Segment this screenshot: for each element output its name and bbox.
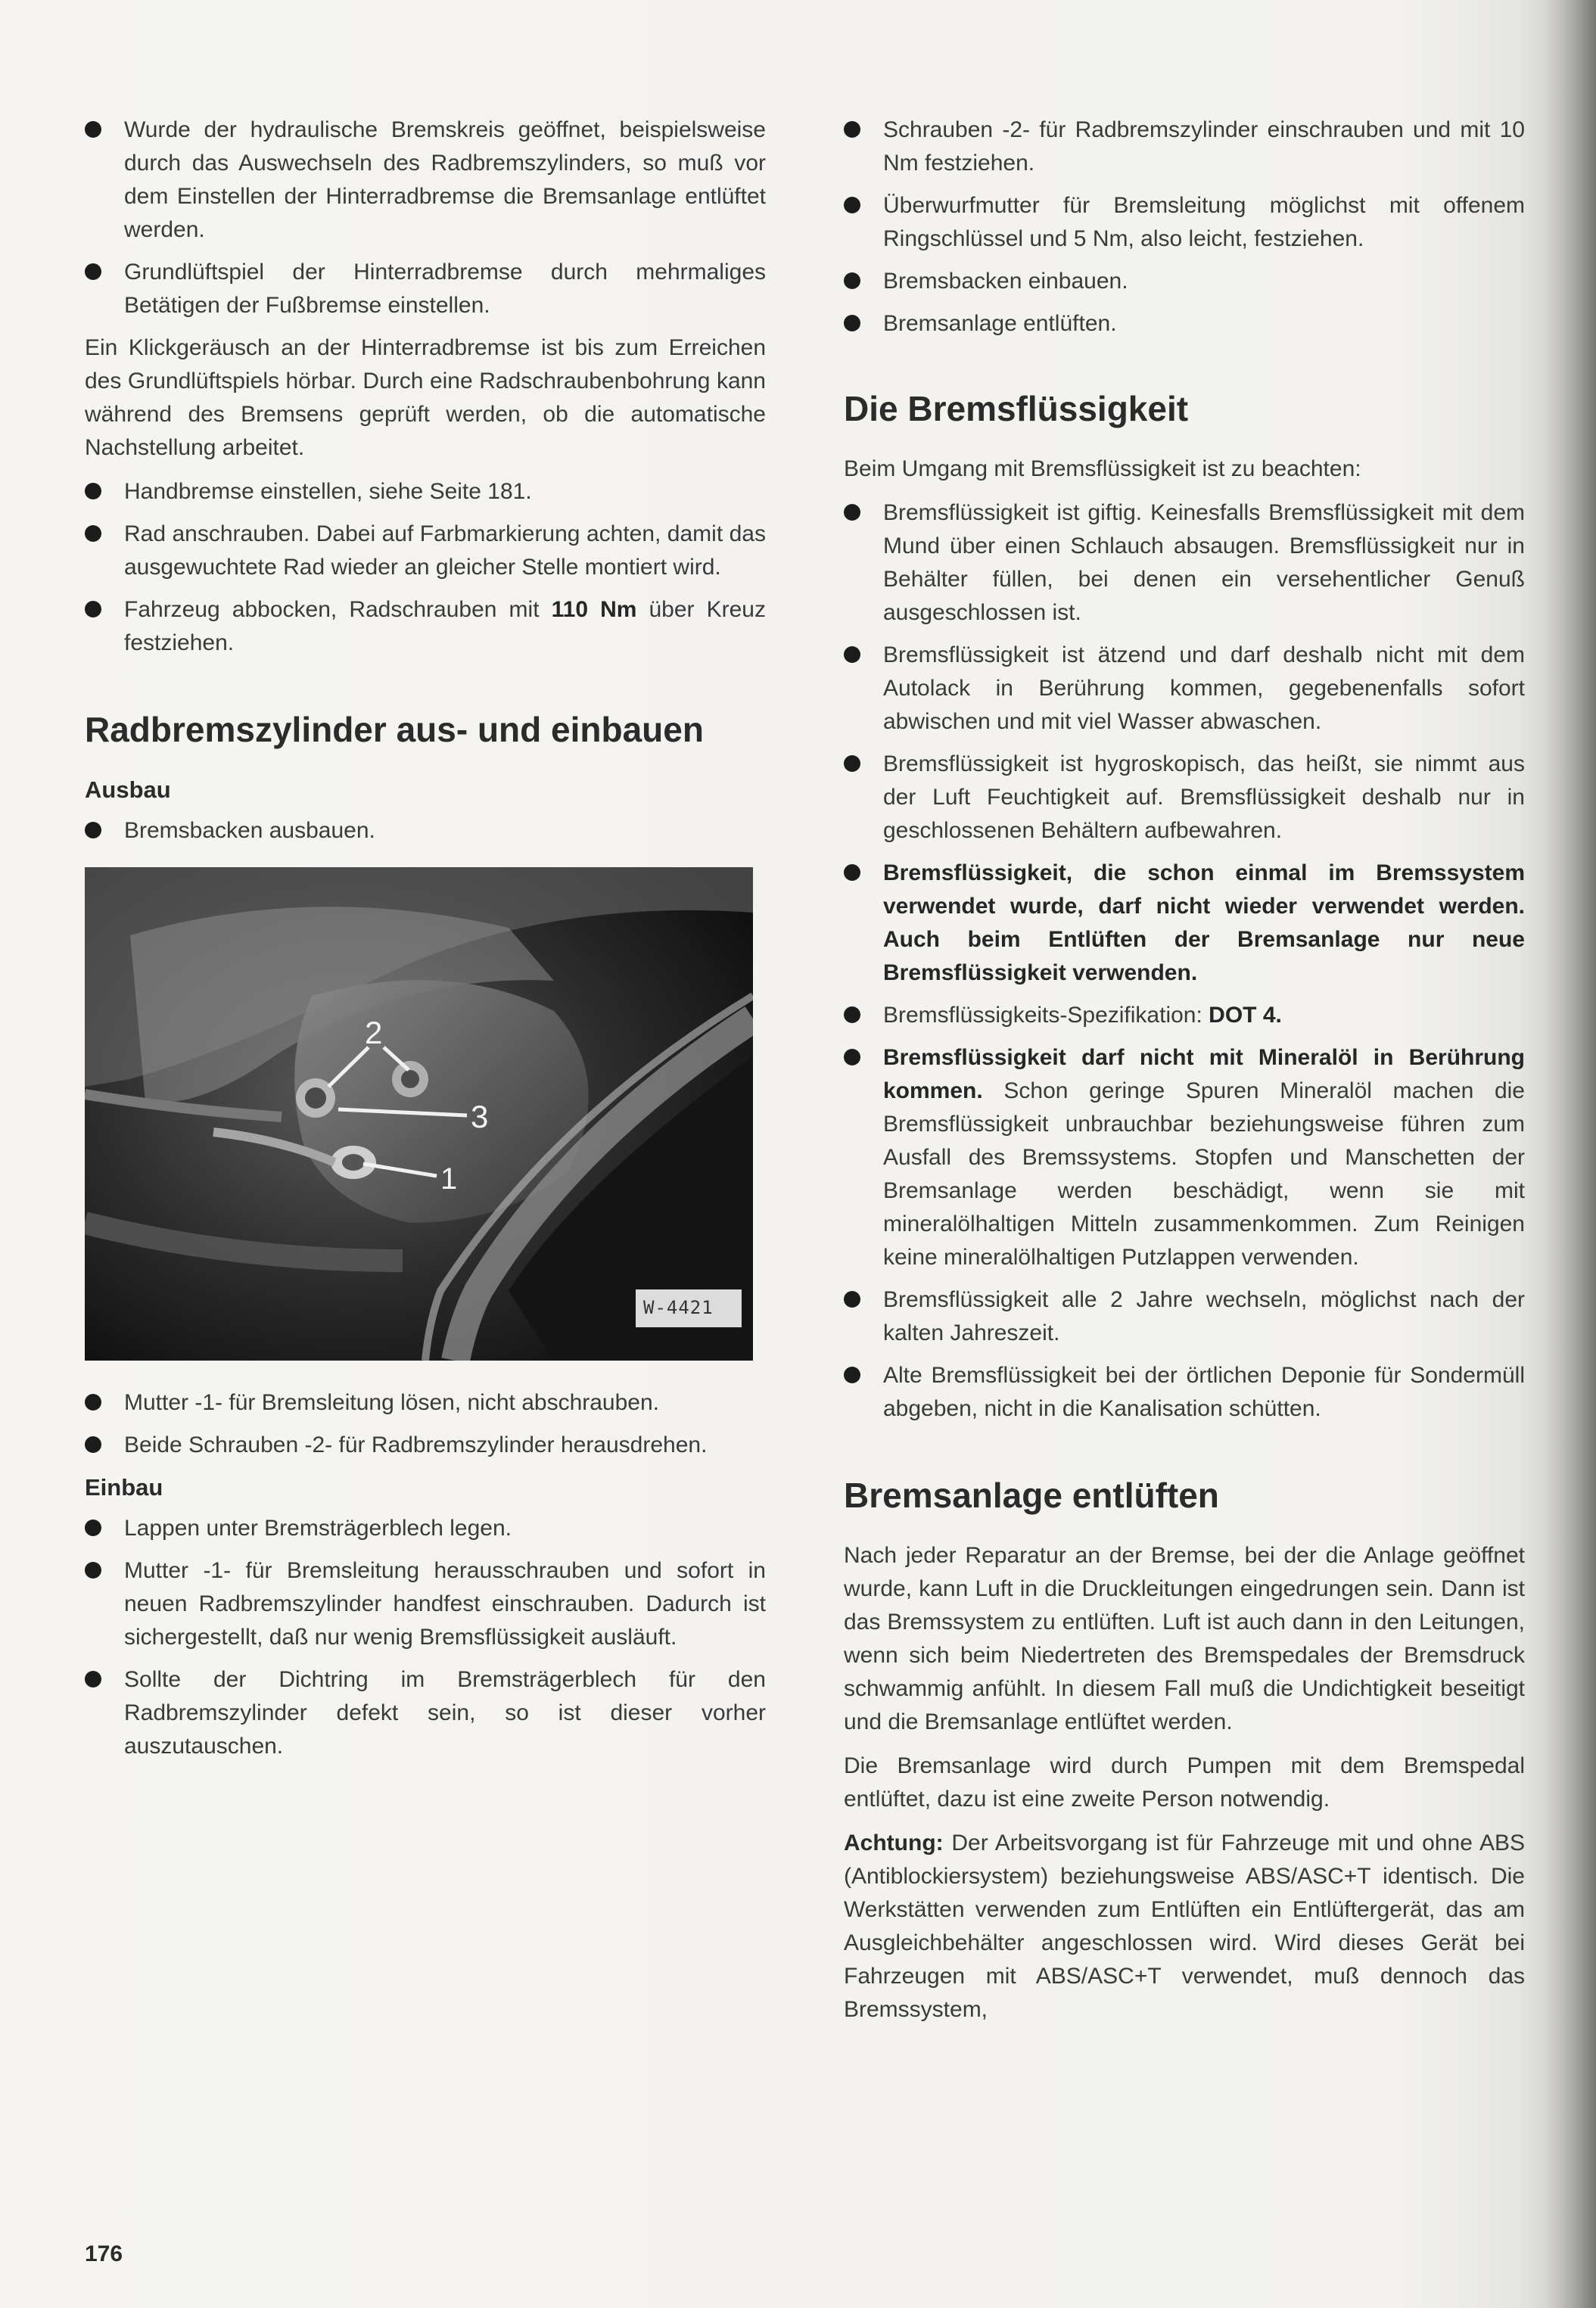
bullet-item — [85, 475, 766, 509]
bullet-dot-icon — [844, 197, 860, 213]
body-text: Fahrzeug abbocken, Radschrauben mit — [124, 597, 552, 622]
body-text: Bremsflüssigkeit ist hygroskopisch, das heißt, sie nimmt aus der Luft Feuchtigkeit auf. Bremsflüssigkeit deshalb nur in geschlossenen Behältern aufbewahren. — [883, 751, 1525, 843]
bullet-item — [844, 189, 1525, 256]
body-text: Bremsflüssigkeit ist giftig. Keinesfalls Bremsflüssigkeit mit dem Mund über einen Schlauch absaugen. Bremsflüssigkeit nur in Behälter füllen, bei denen ein versehentlicher Genuß ausgeschlossen ist. — [883, 500, 1525, 625]
body-text: Mutter -1- für Bremsleitung lösen, nicht abschrauben. — [124, 1390, 660, 1415]
bold-text: DOT 4. — [1209, 1003, 1282, 1028]
body-text: Bremsbacken einbauen. — [883, 269, 1128, 294]
paragraph — [844, 1539, 1525, 1739]
body-text: Bremsbacken ausbauen. — [124, 818, 375, 843]
body-text: Nach jeder Reparatur an der Bremse, bei der die Anlage geöffnet wurde, kann Luft in die Druckleitungen eingedrungen sein. Dann ist das Bremssystem zu entlüften. Luft ist auch dann in den Leitungen, wenn sich beim Niedertreten des Bremspedales der Bremsdruck schwammig anfühlt. In diesem Fall muß die Undichtigkeit beseitigt und die Bremsanlage entlüftet werden. — [844, 1543, 1525, 1734]
bullet-dot-icon — [85, 525, 101, 542]
paragraph — [85, 331, 766, 465]
bullet-dot-icon — [844, 1006, 860, 1023]
body-text: Beide Schrauben -2- für Radbremszylinder herausdrehen. — [124, 1432, 708, 1457]
bullet-item — [85, 1554, 766, 1654]
body-text: Bremsflüssigkeit alle 2 Jahre wechseln, möglichst nach der kalten Jahreszeit. — [883, 1287, 1525, 1345]
bullet-dot-icon — [85, 1394, 101, 1411]
spacer — [85, 669, 766, 708]
bullet-dot-icon — [85, 1519, 101, 1536]
bullet-item — [85, 1663, 766, 1763]
bullet-item — [844, 1041, 1525, 1274]
bold-text: Bremsflüssigkeit darf nicht mit Mineralöl in Berührung kommen. — [883, 1045, 1525, 1103]
spacer — [844, 350, 1525, 387]
body-text: Mutter -1- für Bremsleitung herausschrauben und sofort in neuen Radbremszylinder handfest einschrauben. Dadurch ist sichergestellt, daß nur wenig Bremsflüssigkeit ausläuft. — [124, 1558, 766, 1650]
bullet-item — [844, 496, 1525, 630]
bullet-item — [85, 1512, 766, 1545]
binding-shadow — [1543, 0, 1596, 2308]
bullet-dot-icon — [85, 601, 101, 617]
bullet-item — [844, 1283, 1525, 1350]
body-text: Ein Klickgeräusch an der Hinterradbremse ist bis zum Erreichen des Grundlüftspiels hörbar. Durch eine Radschraubenbohrung kann während des Bremsens geprüft werden, ob die automatische Nachstellung arbeitet. — [85, 335, 766, 460]
bullet-dot-icon — [85, 483, 101, 499]
bullet-dot-icon — [844, 755, 860, 772]
body-text: Rad anschrauben. Dabei auf Farbmarkierung achten, damit das ausgewuchtete Rad wieder an gleicher Stelle montiert wird. — [124, 521, 766, 580]
body-text: Lappen unter Bremsträgerblech legen. — [124, 1516, 512, 1541]
bullet-item — [844, 857, 1525, 990]
bullet-dot-icon — [85, 822, 101, 838]
sub-heading: Ausbau — [85, 776, 171, 803]
sub-heading: Einbau — [85, 1474, 163, 1501]
callout-label-2: 2 — [365, 1015, 383, 1050]
bullet-item — [844, 999, 1525, 1032]
callout-label-3: 3 — [471, 1099, 489, 1134]
bullet-item — [85, 814, 766, 848]
body-text: Handbremse einstellen, siehe Seite 181. — [124, 479, 532, 504]
body-text: über Kreuz festziehen. — [124, 597, 766, 655]
body-text: Bremsflüssigkeits-Spezifikation: — [883, 1003, 1209, 1028]
bullet-item — [85, 518, 766, 584]
body-text: Wurde der hydraulische Bremskreis geöffnet, beispielsweise durch das Auswechseln des Radbremszylinders, so muß vor dem Einstellen der Hinterradbremse die Bremsanlage entlüftet werden. — [124, 117, 766, 242]
body-text: Beim Umgang mit Bremsflüssigkeit ist zu beachten: — [844, 456, 1361, 481]
bullet-dot-icon — [844, 315, 860, 331]
bullet-dot-icon — [844, 1291, 860, 1308]
bullet-item — [85, 1429, 766, 1462]
paragraph — [844, 453, 1525, 486]
bullet-item — [844, 265, 1525, 298]
bullet-item — [844, 114, 1525, 180]
body-text: Alte Bremsflüssigkeit bei der örtlichen Deponie für Sondermüll abgeben, nicht in die Kanalisation schütten. — [883, 1363, 1525, 1421]
bullet-dot-icon — [85, 1562, 101, 1579]
bullet-item — [85, 593, 766, 660]
lead-label: Achtung: — [844, 1831, 944, 1855]
bold-text: 110 Nm — [551, 597, 637, 622]
left-column — [85, 114, 766, 1772]
bullet-dot-icon — [844, 646, 860, 663]
callout-label-1: 1 — [440, 1162, 458, 1196]
bullet-dot-icon — [844, 272, 860, 289]
bullet-dot-icon — [844, 1049, 860, 1065]
page-number: 176 — [85, 2241, 123, 2266]
bold-text: Bremsflüssigkeit, die schon einmal im Bremssystem verwendet wurde, darf nicht wieder verwendet werden. Auch beim Entlüften der Bremsanlage nur neue Bremsflüssigkeit verwenden. — [883, 860, 1525, 985]
body-text: Die Bremsanlage wird durch Pumpen mit dem Bremspedal entlüftet, dazu ist eine zweite Person notwendig. — [844, 1753, 1525, 1812]
section-heading: Bremsanlage entlüften — [844, 1476, 1219, 1515]
photo-code: W-4421 — [643, 1297, 714, 1318]
body-text: Der Arbeitsvorgang ist für Fahrzeuge mit und ohne ABS (Antiblockiersystem) beziehungsweise ABS/ASC+T identisch. Die Werkstätten verwenden zum Entlüften ein Entlüftergerät, das am Ausgleichbehälter angeschlossen wird. Wird dieses Gerät bei Fahrzeugen mit ABS/ASC+T verwendet, muß dennoch das Bremssystem, — [844, 1831, 1525, 2022]
paragraph — [844, 1750, 1525, 1816]
bullet-dot-icon — [844, 864, 860, 881]
bullet-item — [85, 1386, 766, 1420]
bullet-dot-icon — [85, 121, 101, 138]
bullet-item — [844, 639, 1525, 739]
section-heading: Radbremszylinder aus- und einbauen — [85, 710, 704, 749]
bullet-item — [844, 1359, 1525, 1426]
section-heading: Die Bremsflüssigkeit — [844, 389, 1189, 428]
bullet-item — [844, 307, 1525, 341]
bullet-dot-icon — [844, 1367, 860, 1383]
bullet-item — [85, 114, 766, 247]
body-text: Überwurfmutter für Bremsleitung möglichst mit offenem Ringschlüssel und 5 Nm, also leicht, festziehen. — [883, 193, 1525, 251]
bullet-dot-icon — [844, 121, 860, 138]
body-text: Schon geringe Spuren Mineralöl machen die Bremsflüssigkeit unbrauchbar beziehungsweise führen zum Ausfall des Bremssystems. Stopfen und Manschetten der Bremsanlage werden beschädigt, wenn sie mit mineralölhaltigen Mitteln zusammenkommen. Zum Reinigen keine mineralölhaltigen Putzlappen verwenden. — [883, 1078, 1525, 1270]
spacer — [844, 1435, 1525, 1474]
bullet-item — [85, 256, 766, 322]
paragraph — [844, 1827, 1525, 2026]
body-text: Schrauben -2- für Radbremszylinder einschrauben und mit 10 Nm festziehen. — [883, 117, 1525, 176]
body-text: Bremsanlage entlüften. — [883, 311, 1117, 336]
bullet-dot-icon — [85, 1436, 101, 1453]
bullet-item — [844, 748, 1525, 848]
bullet-dot-icon — [85, 1671, 101, 1687]
brake-photo-image — [85, 867, 753, 1361]
body-text: Grundlüftspiel der Hinterradbremse durch mehrmaliges Betätigen der Fußbremse einstellen. — [124, 260, 766, 318]
bullet-dot-icon — [844, 504, 860, 521]
body-text: Sollte der Dichtring im Bremsträgerblech für den Radbremszylinder defekt sein, so ist dieser vorher auszutauschen. — [124, 1667, 766, 1759]
right-column — [844, 114, 1525, 2037]
brake-cylinder-photo — [85, 867, 753, 1361]
bullet-dot-icon — [85, 263, 101, 280]
body-text: Bremsflüssigkeit ist ätzend und darf deshalb nicht mit dem Autolack in Berührung kommen, gegebenenfalls sofort abwischen und mit viel Wasser abwaschen. — [883, 642, 1525, 734]
